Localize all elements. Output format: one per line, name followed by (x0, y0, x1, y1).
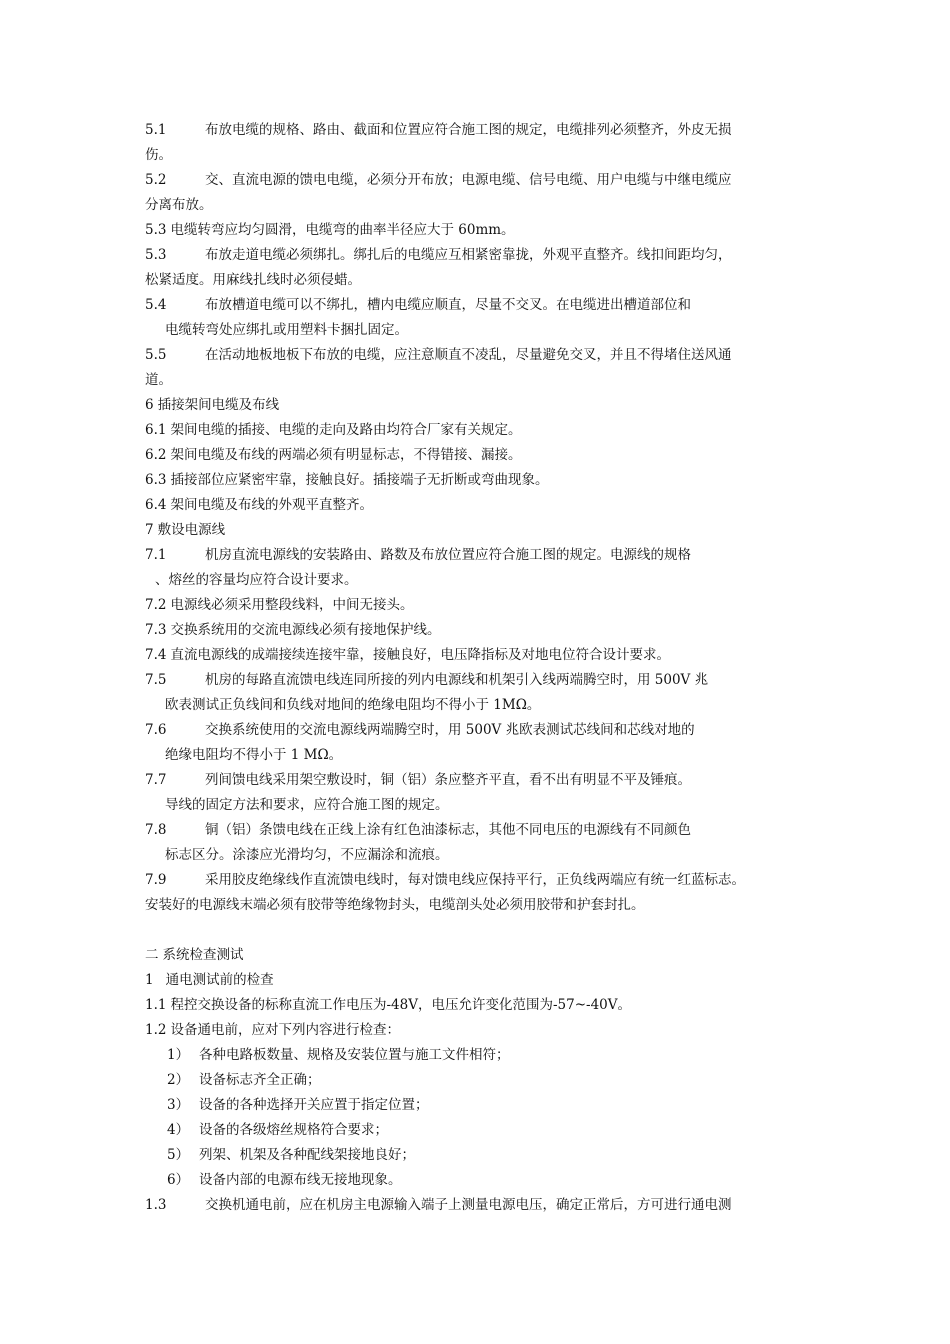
clause-text: 采用胶皮绝缘线作直流馈电线时，每对馈电线应保持平行，正负线两端应有统一红蓝标志。 (205, 872, 745, 888)
clause-continuation (145, 695, 835, 715)
clause-6-3 (145, 470, 815, 490)
clause-text: 插接部位应紧密牢靠，接触良好。插接端子无折断或弯曲现象。 (170, 472, 549, 488)
list-item (145, 1070, 837, 1090)
clause-text: 架间电缆及布线的两端必须有明显标志，不得错接、漏接。 (170, 447, 522, 463)
clause-number: 5.3 (145, 247, 167, 263)
clause-5-1 (145, 120, 815, 140)
clause-6-2 (145, 445, 815, 465)
list-item-text: 设备内部的电源布线无接地现象。 (199, 1172, 402, 1188)
clause-number: 1.1 (145, 997, 167, 1013)
clause-text: 机房直流电源线的安装路由、路数及布放位置应符合施工图的规定。电源线的规格 (205, 547, 691, 563)
clause-number: 7.1 (145, 547, 167, 563)
clause-number: 5.5 (145, 347, 167, 363)
list-item-number: 6） (167, 1172, 190, 1188)
clause-text: 导线的固定方法和要求，应符合施工图的规定。 (165, 797, 449, 813)
clause-number: 6.2 (145, 447, 167, 463)
clause-number: 5.4 (145, 297, 167, 313)
clause-text: 列间馈电线采用架空敷设时，铜（铝）条应整齐平直，看不出有明显不平及锤痕。 (205, 772, 691, 788)
list-item-text: 设备的各级熔丝规格符合要求； (199, 1122, 388, 1138)
clause-text: 铜（铝）条馈电线在正线上涂有红色油漆标志，其他不同电压的电源线有不同颜色 (205, 822, 691, 838)
clause-continuation (145, 370, 815, 390)
clause-continuation (145, 320, 835, 340)
clause-text: 绝缘电阻均不得小于 1 MΩ。 (165, 747, 343, 763)
chapter-2-heading (145, 945, 815, 965)
clause-7-9 (145, 870, 815, 890)
clause-7-5 (145, 670, 815, 690)
clause-text: 布放电缆的规格、路由、截面和位置应符合施工图的规定，电缆排列必须整齐，外皮无损 (205, 122, 732, 138)
clause-text: 布放走道电缆必须绑扎。绑扎后的电缆应互相紧密靠拢，外观平直整齐。线扣间距均匀， (205, 247, 732, 263)
clause-text: 欧表测试正负线间和负线对地间的绝缘电阻均不得小于 1MΩ。 (165, 697, 541, 713)
clause-text: 安装好的电源线末端必须有胶带等绝缘物封头，电缆剖头处必须用胶带和护套封扎。 (145, 897, 645, 913)
list-item (145, 1045, 837, 1065)
clause-text: 在活动地板地板下布放的电缆，应注意顺直不凌乱，尽量避免交叉，并且不得堵住送风通 (205, 347, 732, 363)
clause-7-2 (145, 595, 815, 615)
clause-continuation (145, 145, 815, 165)
clause-number: 7.5 (145, 672, 167, 688)
clause-text: 电源线必须采用整段线料，中间无接头。 (170, 597, 414, 613)
list-item-text: 设备的各种选择开关应置于指定位置； (199, 1097, 429, 1113)
clause-text: 布放槽道电缆可以不绑扎，槽内电缆应顺直，尽量不交叉。在电缆进出槽道部位和 (205, 297, 691, 313)
clause-7-7 (145, 770, 815, 790)
section-title: 通电测试前的检查 (165, 972, 274, 988)
clause-1-2 (145, 1020, 815, 1040)
list-item-number: 4） (167, 1122, 190, 1138)
section-number: 7 (145, 522, 154, 538)
clause-text: 交换系统用的交流电源线必须有接地保护线。 (170, 622, 441, 638)
clause-text: 电缆转弯处应绑扎或用塑料卡捆扎固定。 (165, 322, 408, 338)
clause-continuation (145, 795, 835, 815)
clause-1-3 (145, 1195, 815, 1215)
clause-text: 分离布放。 (145, 197, 213, 213)
section-title: 敷设电源线 (157, 522, 226, 538)
clause-5-4 (145, 295, 815, 315)
clause-5-5 (145, 345, 815, 365)
section-title: 插接架间电缆及布线 (157, 397, 280, 413)
clause-7-6 (145, 720, 815, 740)
clause-number: 6.4 (145, 497, 167, 513)
clause-number: 7.9 (145, 872, 167, 888)
clause-text: 、熔丝的容量均应符合设计要求。 (155, 572, 358, 588)
clause-number: 7.2 (145, 597, 167, 613)
clause-7-4 (145, 645, 815, 665)
list-item (145, 1145, 837, 1165)
clause-text: 架间电缆及布线的外观平直整齐。 (170, 497, 373, 513)
clause-7-8 (145, 820, 815, 840)
clause-number: 7.6 (145, 722, 167, 738)
clause-text: 电缆转弯应均匀圆滑，电缆弯的曲率半径应大于 60mm。 (170, 222, 515, 238)
clause-number: 6.1 (145, 422, 167, 438)
section-6-heading (145, 395, 815, 415)
clause-text: 交换机通电前，应在机房主电源输入端子上测量电源电压，确定正常后，方可进行通电测 (205, 1197, 732, 1213)
clause-5-2 (145, 170, 815, 190)
section-7-heading (145, 520, 815, 540)
clause-7-3 (145, 620, 815, 640)
section-number: 6 (145, 397, 154, 413)
list-item-number: 1） (167, 1047, 190, 1063)
clause-text: 架间电缆的插接、电缆的走向及路由均符合厂家有关规定。 (170, 422, 522, 438)
chapter-number: 二 (145, 947, 159, 963)
list-item (145, 1095, 837, 1115)
clause-continuation (145, 195, 815, 215)
list-item-text: 列架、机架及各种配线架接地良好； (199, 1147, 415, 1163)
clause-number: 6.3 (145, 472, 167, 488)
clause-text: 伤。 (145, 147, 172, 163)
clause-number: 1.3 (145, 1197, 167, 1213)
clause-6-1 (145, 420, 815, 440)
list-item-text: 各种电路板数量、规格及安装位置与施工文件相符； (199, 1047, 510, 1063)
clause-7-1 (145, 545, 815, 565)
list-item (145, 1120, 837, 1140)
clause-text: 交换系统使用的交流电源线两端腾空时，用 500V 兆欧表测试芯线间和芯线对地的 (205, 722, 695, 738)
clause-continuation (145, 570, 825, 590)
section-number: 1 (145, 972, 154, 988)
clause-text: 机房的每路直流馈电线连同所接的列内电源线和机架引入线两端腾空时，用 500V 兆 (205, 672, 709, 688)
clause-number: 5.2 (145, 172, 167, 188)
clause-text: 直流电源线的成端接续连接牢靠，接触良好，电压降指标及对地电位符合设计要求。 (170, 647, 670, 663)
clause-number: 7.3 (145, 622, 167, 638)
list-item (145, 1170, 837, 1190)
clause-1-1 (145, 995, 815, 1015)
section-1-heading (145, 970, 815, 990)
clause-text: 交、直流电源的馈电电缆，必须分开布放；电源电缆、信号电缆、用户电缆与中继电缆应 (205, 172, 732, 188)
clause-number: 5.3 (145, 222, 167, 238)
clause-6-4 (145, 495, 815, 515)
clause-number: 5.1 (145, 122, 167, 138)
list-item-number: 5） (167, 1147, 190, 1163)
list-item-number: 3） (167, 1097, 190, 1113)
clause-continuation (145, 845, 835, 865)
clause-number: 7.4 (145, 647, 167, 663)
chapter-title: 系统检查测试 (162, 947, 244, 963)
clause-text: 设备通电前，应对下列内容进行检查： (170, 1022, 400, 1038)
clause-continuation (145, 270, 815, 290)
clause-text: 标志区分。涂漆应光滑均匀，不应漏涂和流痕。 (165, 847, 449, 863)
clause-text: 道。 (145, 372, 172, 388)
clause-5-3b (145, 245, 815, 265)
clause-number: 1.2 (145, 1022, 167, 1038)
list-item-text: 设备标志齐全正确； (199, 1072, 321, 1088)
clause-number: 7.8 (145, 822, 167, 838)
clause-continuation (145, 895, 815, 915)
clause-5-3a (145, 220, 815, 240)
clause-text: 松紧适度。用麻线扎线时必须侵蜡。 (145, 272, 361, 288)
list-item-number: 2） (167, 1072, 190, 1088)
clause-continuation (145, 745, 835, 765)
clause-number: 7.7 (145, 772, 167, 788)
clause-text: 程控交换设备的标称直流工作电压为-48V，电压允许变化范围为-57~-40V。 (170, 997, 632, 1013)
